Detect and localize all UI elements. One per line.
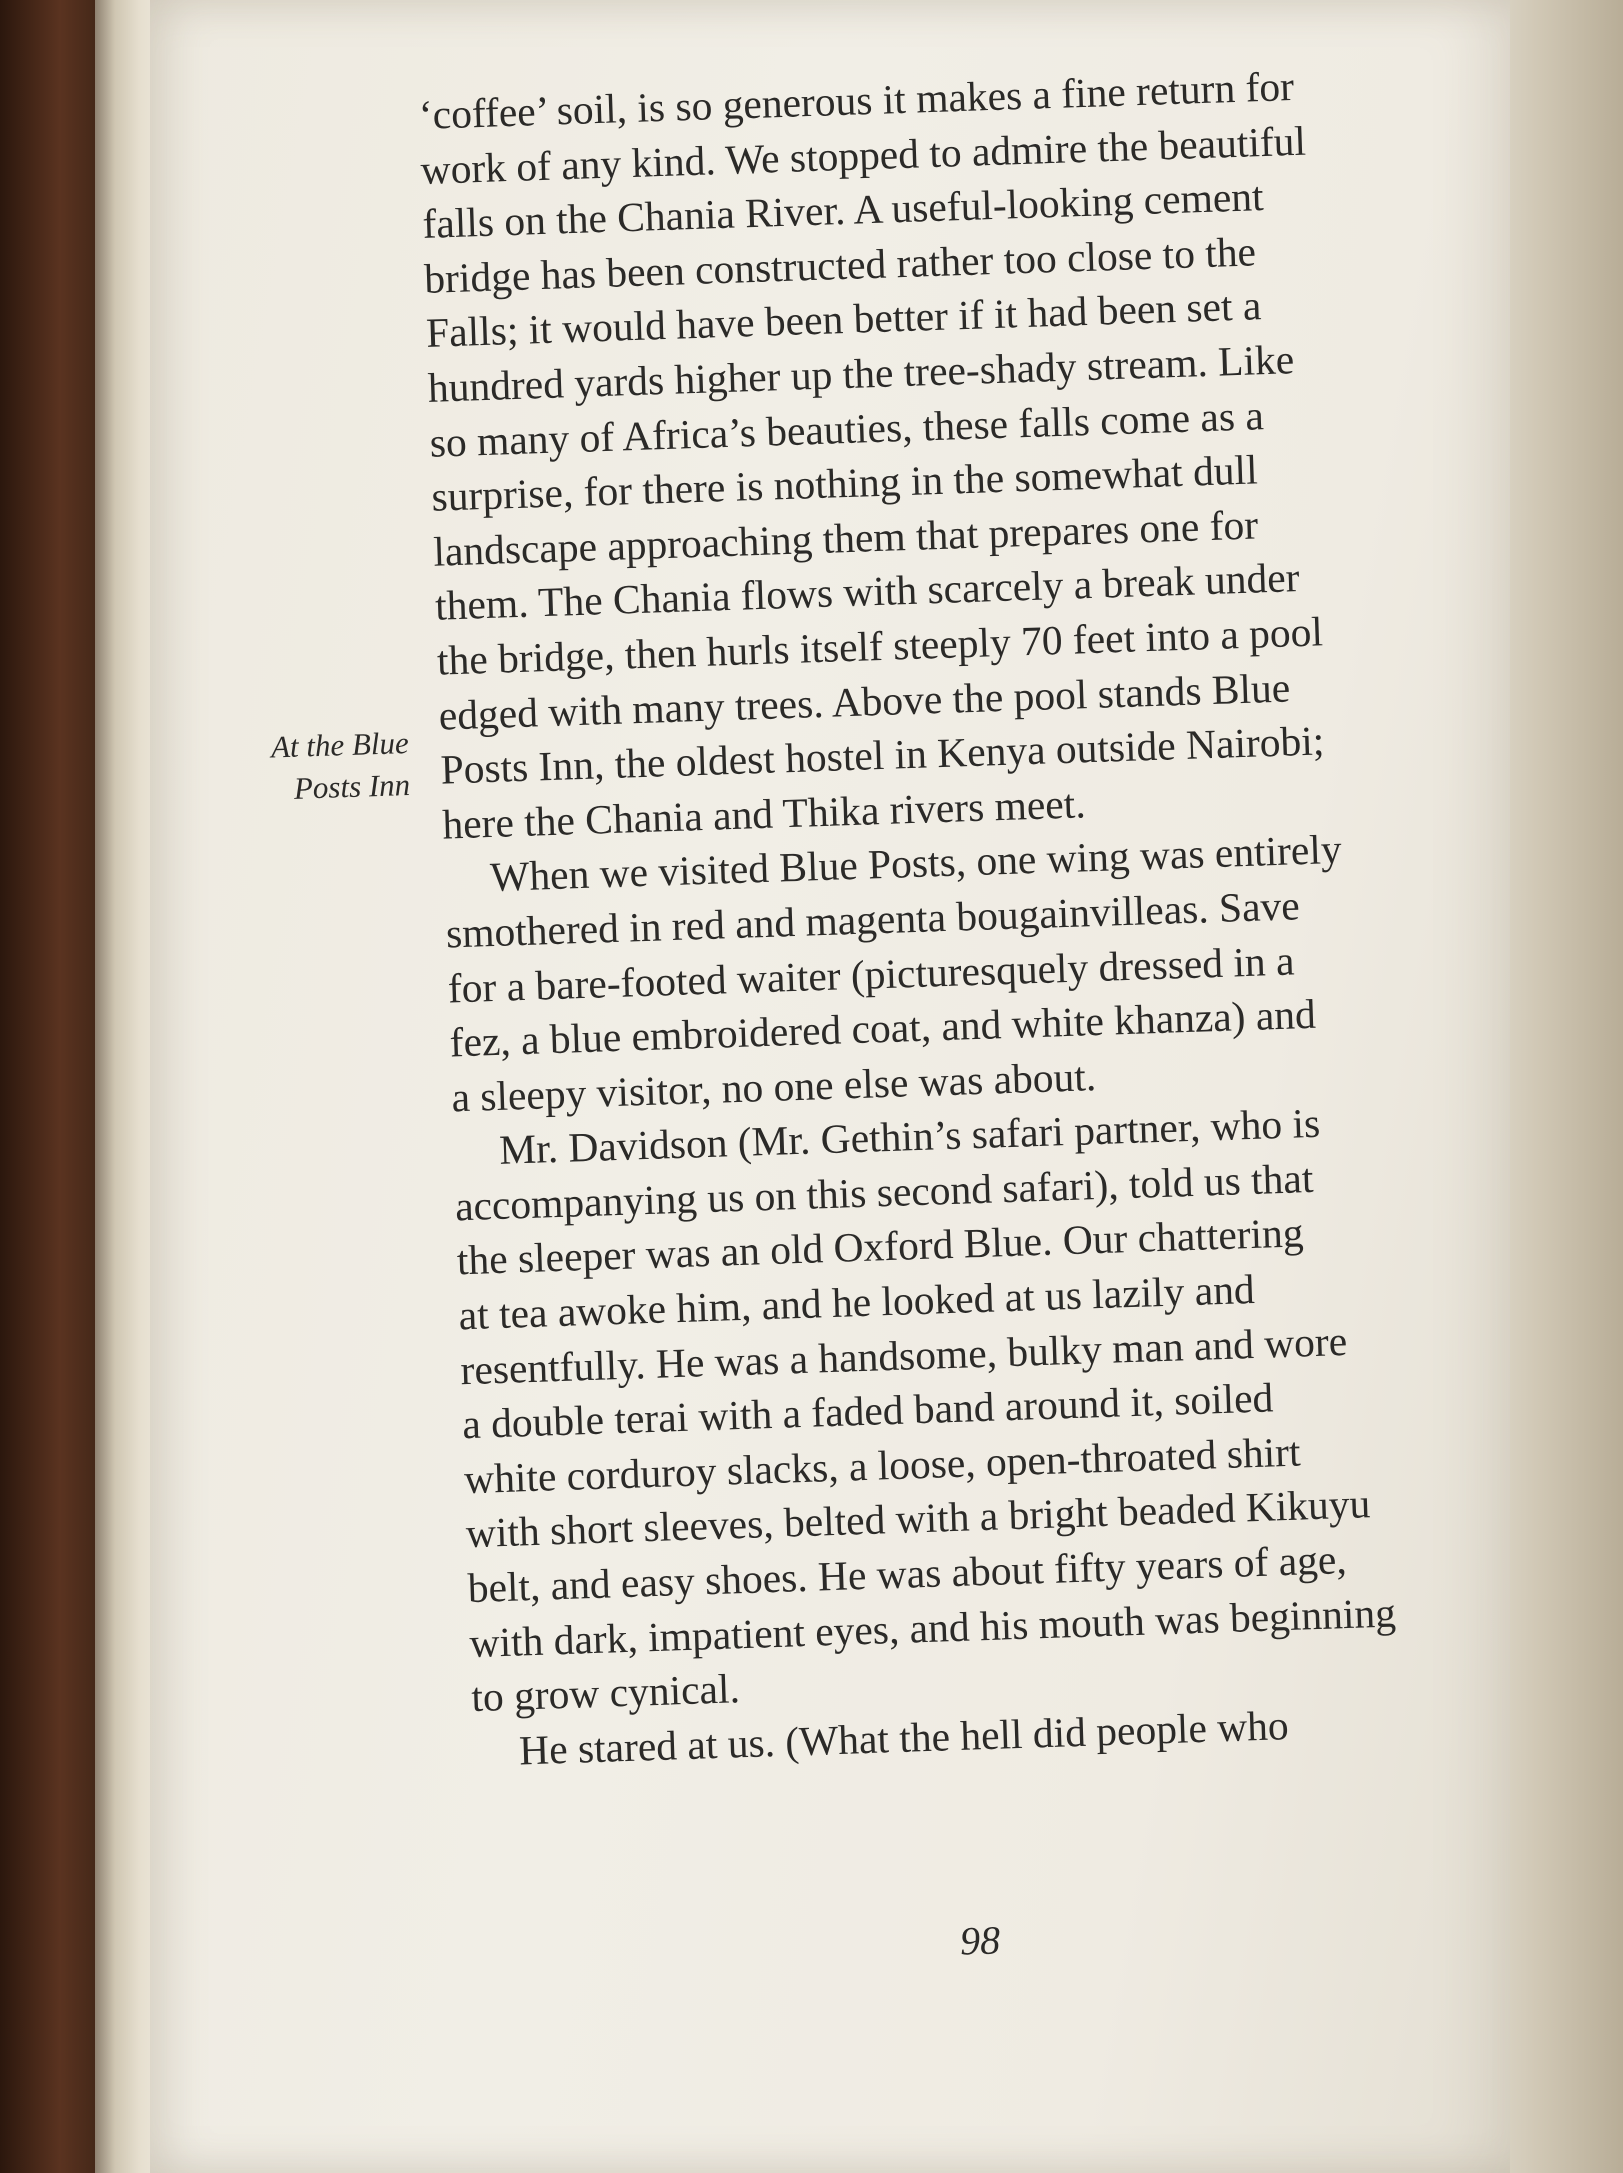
text-line: a sleepy visitor, no one else was about.	[450, 1052, 1097, 1121]
text-line: landscape approaching them that prepares one for	[432, 501, 1259, 575]
text-line: Posts Inn, the oldest hostel in Kenya outside Nairobi;	[439, 717, 1325, 793]
text-line: for a bare-footed waiter (picturesquely dressed in a	[447, 936, 1296, 1011]
text-line: to grow cynical.	[470, 1665, 741, 1721]
margin-note	[218, 722, 411, 812]
text-line: them. The Chania flows with scarcely a break under	[434, 554, 1301, 630]
text-line: with dark, impatient eyes, and his mouth was beginning	[468, 1589, 1397, 1666]
text-line: at tea awoke him, and he looked at us lazily and	[457, 1265, 1256, 1339]
text-line: with short sleeves, belted with a bright beaded Kikuyu	[465, 1480, 1371, 1557]
text-line: so many of Africa’s beauties, these falls come as a	[428, 391, 1265, 466]
text-line: bridge has been constructed rather too close to the	[423, 228, 1257, 302]
paragraph-first-line: When we visited Blue Posts, one wing was entirely	[489, 826, 1343, 901]
text-line: Falls; it would have been better if it had been set a	[425, 282, 1262, 357]
page-number: 98	[959, 1917, 1001, 1964]
text-line: surprise, for there is nothing in the somewhat dull	[430, 446, 1259, 520]
margin-note-line: Posts Inn	[293, 766, 411, 806]
text-line: the bridge, then hurls itself steeply 70 feet into a pool	[436, 608, 1324, 684]
text-line: fez, a blue embroidered coat, and white khanza) and	[448, 990, 1317, 1066]
paragraph-first-line: He stared at us. (What the hell did people who	[518, 1701, 1290, 1774]
text-line: white corduroy slacks, a loose, open-throated shirt	[463, 1428, 1302, 1503]
body-text	[418, 51, 1593, 1780]
text-line: smothered in red and magenta bougainvilleas. Save	[445, 882, 1301, 957]
text-line: the sleeper was an old Oxford Blue. Our chattering	[456, 1209, 1305, 1284]
text-line: a double terai with a faded band around it, soiled	[461, 1374, 1274, 1448]
text-line: here the Chania and Thika rivers meet.	[441, 779, 1087, 848]
text-line: falls on the Chania River. A useful-looking cement	[421, 173, 1265, 248]
margin-note-line: At the Blue	[270, 724, 410, 765]
text-line: ‘coffee’ soil, is so generous it makes a fine return for	[418, 62, 1295, 138]
paragraph-first-line: Mr. Davidson (Mr. Gethin’s safari partner, who is	[498, 1099, 1321, 1174]
text-line: belt, and easy shoes. He was about fifty years of age,	[467, 1536, 1348, 1612]
text-line: work of any kind. We stopped to admire the beautiful	[419, 117, 1307, 193]
text-line: edged with many trees. Above the pool stands Blue	[438, 663, 1291, 739]
text-line: resentfully. He was a handsome, bulky man and wore	[459, 1317, 1348, 1393]
text-line: hundred yards higher up the tree-shady stream. Like	[427, 336, 1295, 411]
text-line: accompanying us on this second safari), told us that	[454, 1154, 1315, 1230]
